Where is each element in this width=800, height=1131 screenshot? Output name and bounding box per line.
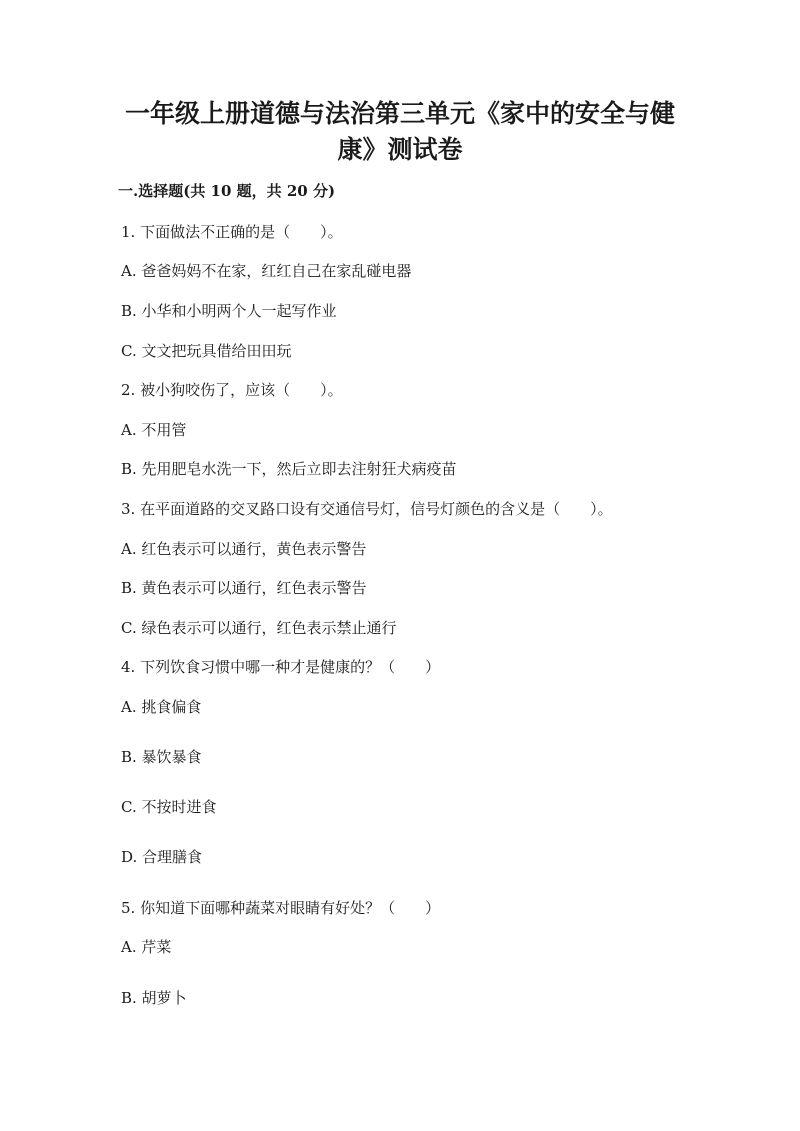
question-5-stem: 5. 你知道下面哪种蔬菜对眼睛有好处？（ ） [121,899,441,917]
question-4-option-d: D. 合理膳食 [121,848,203,866]
question-1-stem: 1. 下面做法不正确的是（ ）。 [121,223,343,241]
question-5-option-a: A. 芹菜 [121,938,172,956]
question-4-option-a: A. 挑食偏食 [121,698,202,716]
question-1-option-a: A. 爸爸妈妈不在家，红红自己在家乱碰电器 [121,262,412,280]
question-3-stem: 3. 在平面道路的交叉路口设有交通信号灯，信号灯颜色的含义是（ ）。 [121,500,613,518]
question-3-option-b: B. 黄色表示可以通行，红色表示警告 [121,579,367,597]
question-4-option-c: C. 不按时进食 [121,798,217,816]
section-heading: 一.选择题(共 10 题，共 20 分) [118,182,336,200]
exam-title-line-2: 康》测试卷 [337,135,463,164]
question-5-option-b: B. 胡萝卜 [121,989,187,1007]
question-2-stem: 2. 被小狗咬伤了，应该（ ）。 [121,381,343,399]
question-4-stem: 4. 下列饮食习惯中哪一种才是健康的？（ ） [121,658,441,676]
question-2-option-b: B. 先用肥皂水洗一下，然后立即去注射狂犬病疫苗 [121,460,457,478]
question-1-option-b: B. 小华和小明两个人一起写作业 [121,302,337,320]
question-3-option-c: C. 绿色表示可以通行，红色表示禁止通行 [121,619,397,637]
question-4-option-b: B. 暴饮暴食 [121,748,202,766]
question-3-option-a: A. 红色表示可以通行，黄色表示警告 [121,540,367,558]
question-2-option-a: A. 不用管 [121,421,187,439]
exam-title-line-1: 一年级上册道德与法治第三单元《家中的安全与健 [124,99,675,128]
question-1-option-c: C. 文文把玩具借给田田玩 [121,342,292,360]
